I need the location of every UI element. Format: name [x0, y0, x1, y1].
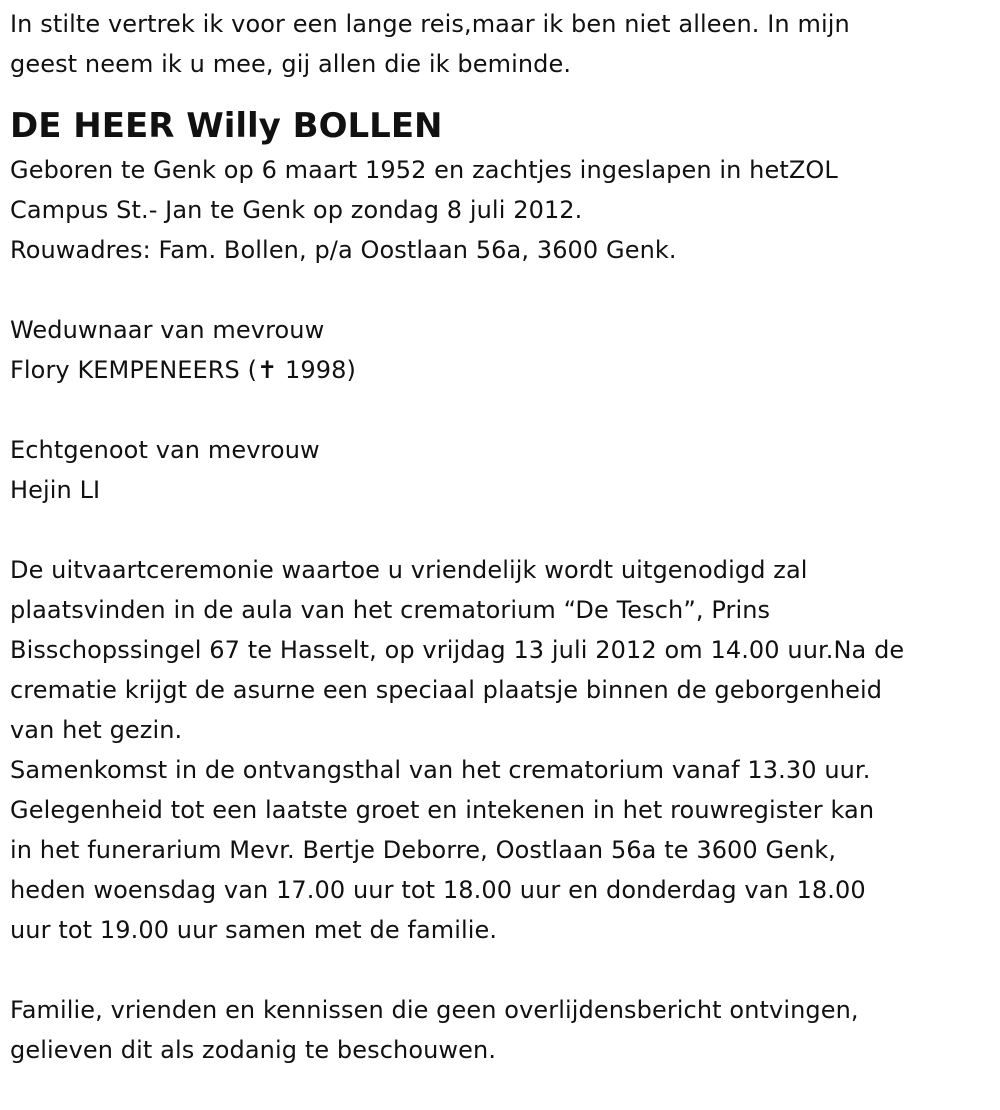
- visitation-line: in het funerarium Mevr. Bertje Deborre, Oostlaan 56a te 3600 Genk,: [10, 836, 837, 864]
- widower-label: Weduwnaar van mevrouw: [10, 316, 325, 344]
- birth-details: [10, 150, 985, 270]
- ceremony-line: Bisschopssingel 67 te Hasselt, op vrijdag 13 juli 2012 om 14.00 uur.Na de: [10, 636, 905, 664]
- ceremony-line: crematie krijgt de asurne een speciaal plaatsje binnen de geborgenheid: [10, 676, 883, 704]
- cross-icon: ✝: [257, 356, 278, 384]
- gathering-line: Samenkomst in de ontvangsthal van het crematorium vanaf 13.30 uur.: [10, 756, 871, 784]
- widower-name: Flory KEMPENEERS (: [10, 356, 258, 384]
- widower-name-line: [10, 350, 985, 390]
- visitation-line: heden woensdag van 17.00 uur tot 18.00 uur en donderdag van 18.00: [10, 876, 866, 904]
- intro-line-1: In stilte vertrek ik voor een lange reis,maar ik ben niet alleen. In mijn: [10, 10, 850, 38]
- ceremony-section: [10, 550, 985, 950]
- birth-line-1: Geboren te Genk op 6 maart 1952 en zachtjes ingeslapen in hetZOL: [10, 156, 838, 184]
- ceremony-line: plaatsvinden in de aula van het crematorium “De Tesch”, Prins: [10, 596, 771, 624]
- ceremony-line: De uitvaartceremonie waartoe u vriendelijk wordt uitgenodigd zal: [10, 556, 808, 584]
- spouse-name: Hejin LI: [10, 476, 101, 504]
- widower-year: 1998): [277, 356, 356, 384]
- closing-notice: [10, 990, 985, 1070]
- visitation-line: Gelegenheid tot een laatste groet en intekenen in het rouwregister kan: [10, 796, 875, 824]
- birth-line-2: Campus St.- Jan te Genk op zondag 8 juli 2012.: [10, 196, 583, 224]
- intro-quote: [10, 4, 985, 84]
- widower-section: [10, 310, 985, 390]
- spouse-section: [10, 430, 985, 510]
- ceremony-line: van het gezin.: [10, 716, 183, 744]
- deceased-name: DE HEER Willy BOLLEN: [10, 106, 443, 146]
- intro-line-2: geest neem ik u mee, gij allen die ik beminde.: [10, 50, 572, 78]
- spouse-label: Echtgenoot van mevrouw: [10, 436, 320, 464]
- closing-line-2: gelieven dit als zodanig te beschouwen.: [10, 1036, 497, 1064]
- mourning-address: Rouwadres: Fam. Bollen, p/a Oostlaan 56a, 3600 Genk.: [10, 236, 677, 264]
- closing-line-1: Familie, vrienden en kennissen die geen overlijdensbericht ontvingen,: [10, 996, 859, 1024]
- obituary-document: [10, 4, 985, 1070]
- visitation-line: uur tot 19.00 uur samen met de familie.: [10, 916, 498, 944]
